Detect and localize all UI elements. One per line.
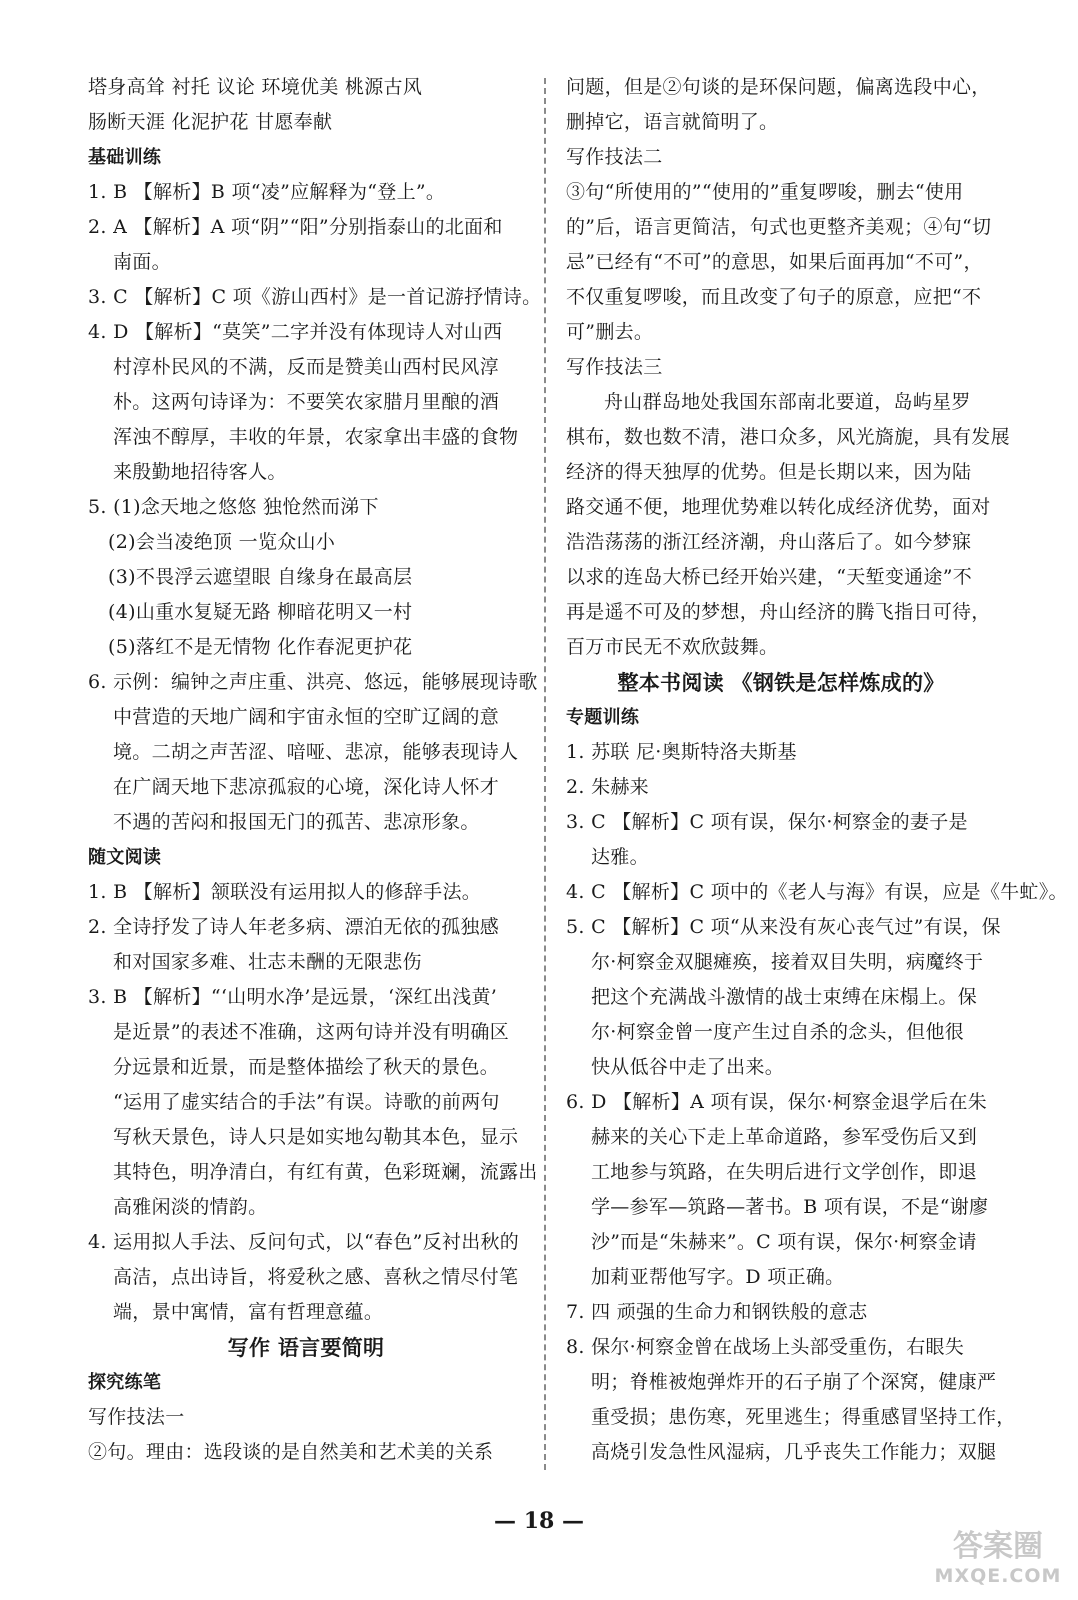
- text-line: 写作技法三: [566, 356, 663, 378]
- text-line: 尔·柯察金曾一度产生过自杀的念头，但他很: [591, 1021, 965, 1043]
- text-line: 以求的连岛大桥已经开始兴建，“天堑变通途”不: [566, 566, 973, 588]
- text-line: 忌”已经有“不可”的意思，如果后面再加“不可”，: [566, 251, 983, 273]
- chapter-title: 整本书阅读 《钢铁是怎样炼成的》: [617, 670, 945, 695]
- text-line: 快从低谷中走了出来。: [591, 1056, 785, 1078]
- text-line: 浩浩荡荡的浙江经济潮，舟山落后了。如今梦寐: [566, 531, 972, 553]
- text-line: 4. C 【解析】C 项中的《老人与海》有误，应是《牛虻》。: [566, 881, 1068, 903]
- text-line: 朴。这两句诗译为：不要笑农家腊月里酿的酒: [113, 391, 500, 413]
- text-line: 学—参军—筑路—著书。B 项有误，不是“谢廖: [591, 1196, 989, 1218]
- text-line: (2)会当凌绝顶 一览众山小: [108, 531, 336, 553]
- chapter-title: 写作 语言要简明: [227, 1335, 385, 1360]
- text-line: 2. 朱赫来: [566, 776, 649, 798]
- left-column: [88, 70, 542, 1470]
- text-line: 5. C 【解析】C 项“从来没有灰心丧气过”有误，保: [566, 916, 1001, 938]
- text-line: 在广阔天地下悲凉孤寂的心境，深化诗人怀才: [113, 776, 500, 798]
- section-heading: 专题训练: [566, 707, 640, 728]
- text-line: 棋布，数也数不清，港口众多，风光旖旎，具有发展: [566, 426, 1010, 448]
- text-line: 中营造的天地广阔和宇宙永恒的空旷辽阔的意: [113, 706, 500, 728]
- text-line: 不遇的苦闷和报国无门的孤苦、悲凉形象。: [113, 811, 480, 833]
- text-line: 6. 示例：编钟之声庄重、洪亮、悠远，能够展现诗歌: [88, 671, 538, 693]
- right-column: [566, 70, 1068, 1470]
- text-line: 可”删去。: [566, 321, 654, 343]
- text-line: 工地参与筑路，在失明后进行文学创作，即退: [591, 1161, 978, 1183]
- text-line: 舟山群岛地处我国东部南北要道，岛屿星罗: [604, 391, 971, 413]
- text-line: 塔身高耸 衬托 议论 环境优美 桃源古风: [88, 76, 423, 98]
- text-line: 经济的得天独厚的优势。但是长期以来，因为陆: [566, 461, 972, 483]
- text-line: 高洁，点出诗旨，将爱秋之感、喜秋之情尽付笔: [113, 1266, 519, 1288]
- text-line: 加莉亚帮他写字。D 项正确。: [591, 1266, 845, 1288]
- text-line: 2. A 【解析】A 项“阴”“阳”分别指泰山的北面和: [88, 216, 503, 238]
- text-line: 5. (1)念天地之悠悠 独怆然而涕下: [88, 496, 379, 518]
- text-line: 2. 全诗抒发了诗人年老多病、漂泊无依的孤独感: [88, 916, 500, 938]
- section-heading: 基础训练: [88, 147, 162, 168]
- text-line: 达雅。: [591, 846, 649, 868]
- text-line: 肠断天涯 化泥护花 甘愿奉献: [88, 111, 333, 133]
- text-line: 沙”而是“朱赫来”。C 项有误，保尔·柯察金请: [591, 1231, 977, 1253]
- text-line: 分远景和近景，而是整体描绘了秋天的景色。: [113, 1056, 500, 1078]
- watermark-logo: [928, 1530, 1068, 1592]
- text-line: 南面。: [113, 251, 171, 273]
- text-line: 6. D 【解析】A 项有误，保尔·柯察金退学后在朱: [566, 1091, 988, 1113]
- text-line: 7. 四 顽强的生命力和钢铁般的意志: [566, 1301, 868, 1323]
- text-line: 1. B 【解析】B 项“凌”应解释为“登上”。: [88, 181, 446, 203]
- column-divider: [544, 78, 546, 1470]
- text-line: (5)落红不是无情物 化作春泥更护花: [108, 636, 413, 658]
- text-line: 高雅闲淡的情韵。: [113, 1196, 268, 1218]
- text-line: 村淳朴民风的不满，反而是赞美山西村民风淳: [113, 356, 500, 378]
- text-line: 的”后，语言更简洁，句式也更整齐美观；④句“切: [566, 216, 992, 238]
- text-line: 不仅重复啰唆，而且改变了句子的原意，应把“不: [566, 286, 982, 308]
- text-line: 百万市民无不欢欣鼓舞。: [566, 636, 779, 658]
- text-line: 是近景”的表述不准确，这两句诗并没有明确区: [113, 1021, 510, 1043]
- text-line: 1. 苏联 尼·奥斯特洛夫斯基: [566, 741, 797, 763]
- text-line: 其特色，明净清白，有红有黄，色彩斑斓，流露出: [113, 1161, 538, 1183]
- page-number: — 18 —: [494, 1508, 584, 1534]
- text-line: 删掉它，语言就简明了。: [566, 111, 779, 133]
- text-line: 路交通不便，地理优势难以转化成经济优势，面对: [566, 496, 991, 518]
- section-heading: 探究练笔: [88, 1372, 162, 1393]
- text-line: 写秋天景色，诗人只是如实地勾勒其本色，显示: [113, 1126, 519, 1148]
- text-line: 3. C 【解析】C 项有误，保尔·柯察金的妻子是: [566, 811, 968, 833]
- text-line: 再是遥不可及的梦想，舟山经济的腾飞指日可待，: [566, 601, 991, 623]
- text-line: 1. B 【解析】颔联没有运用拟人的修辞手法。: [88, 881, 482, 903]
- text-line: ②句。理由：选段谈的是自然美和艺术美的关系: [88, 1441, 494, 1463]
- text-line: “运用了虚实结合的手法”有误。诗歌的前两句: [113, 1091, 500, 1113]
- text-line: 赫来的关心下走上革命道路，参军受伤后又到: [591, 1126, 978, 1148]
- text-line: 问题，但是②句谈的是环保问题，偏离选段中心，: [566, 76, 991, 98]
- text-line: 4. D 【解析】“莫笑”二字并没有体现诗人对山西: [88, 321, 503, 343]
- watermark-url: MXQE.COM: [934, 1565, 1062, 1587]
- text-line: 把这个充满战斗激情的战士束缚在床榻上。保: [591, 986, 978, 1008]
- text-line: 写作技法一: [88, 1406, 185, 1428]
- text-line: 和对国家多难、壮志未酬的无限悲伤: [113, 951, 422, 973]
- text-line: 浑浊不醇厚，丰收的年景，农家拿出丰盛的食物: [113, 426, 519, 448]
- text-line: (4)山重水复疑无路 柳暗花明又一村: [108, 601, 413, 623]
- text-line: 明；脊椎被炮弹炸开的石子崩了个深窝，健康严: [591, 1371, 997, 1393]
- text-line: 来殷勤地招待客人。: [113, 461, 287, 483]
- section-heading: 随文阅读: [88, 847, 162, 868]
- watermark-text: 答案圈: [953, 1529, 1043, 1564]
- text-line: ③句“所使用的”“使用的”重复啰唆，删去“使用: [566, 181, 964, 203]
- text-line: 重受损；患伤寒，死里逃生；得重感冒坚持工作，: [591, 1406, 1016, 1428]
- text-line: 3. B 【解析】“‘山明水净’是远景，‘深红出浅黄’: [88, 986, 498, 1008]
- text-line: 高烧引发急性风湿病，几乎丧失工作能力；双腿: [591, 1441, 997, 1463]
- text-line: 4. 运用拟人手法、反问句式，以“春色”反衬出秋的: [88, 1231, 520, 1253]
- text-line: 3. C 【解析】C 项《游山西村》是一首记游抒情诗。: [88, 286, 542, 308]
- text-line: 写作技法二: [566, 146, 663, 168]
- text-line: 境。二胡之声苦涩、喑哑、悲凉，能够表现诗人: [113, 741, 519, 763]
- text-line: 8. 保尔·柯察金曾在战场上头部受重伤，右眼失: [566, 1336, 965, 1358]
- text-line: (3)不畏浮云遮望眼 自缘身在最高层: [108, 566, 413, 588]
- text-line: 尔·柯察金双腿瘫痪，接着双目失明，病魔终于: [591, 951, 984, 973]
- text-line: 端，景中寓情，富有哲理意蕴。: [113, 1301, 384, 1323]
